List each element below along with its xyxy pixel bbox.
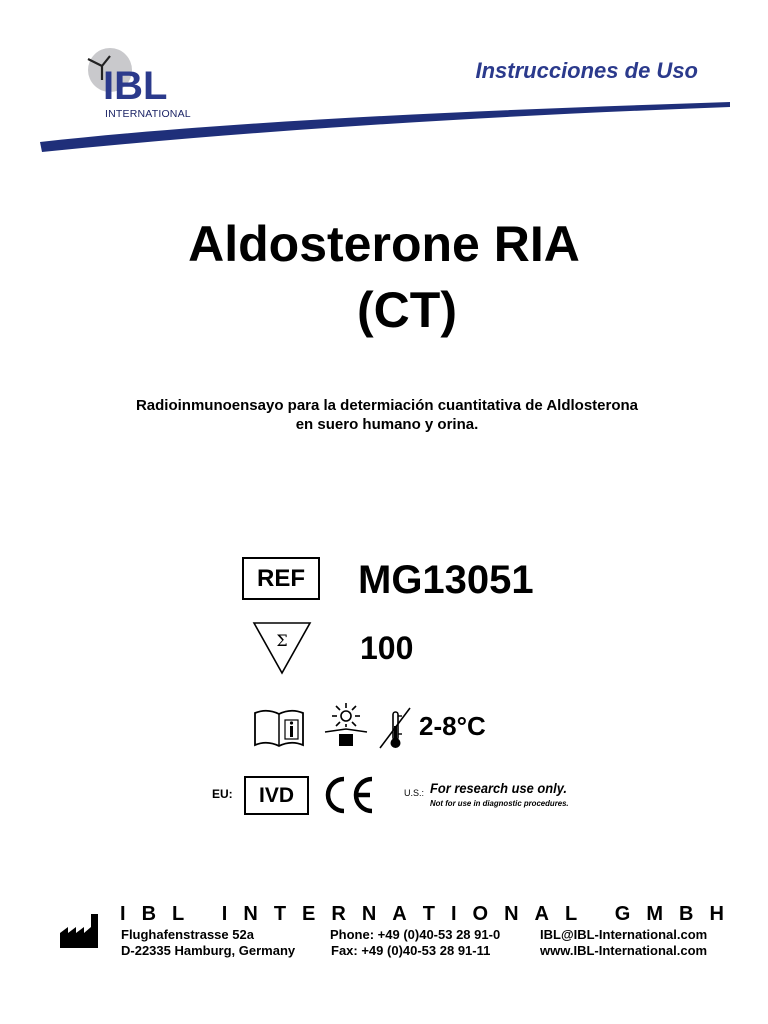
company-name-letter: H: [709, 903, 724, 925]
company-name-letter: [593, 903, 599, 926]
company-name-letter: N: [504, 903, 519, 925]
company-name: [120, 903, 724, 926]
company-name-letter: N: [243, 903, 258, 925]
phone-number: Phone: +49 (0)40-53 28 91-0: [330, 927, 501, 942]
ivd-symbol: IVD: [244, 776, 309, 815]
company-name-letter: B: [679, 903, 694, 925]
website-url: www.IBL-International.com: [540, 943, 708, 958]
us-label: U.S.:: [404, 788, 425, 798]
header-swoosh-divider: [38, 98, 732, 156]
logo-subtext: INTERNATIONAL: [105, 108, 191, 120]
research-use-notice: For research use only.: [430, 780, 567, 796]
manufacturer-factory-icon: [59, 911, 99, 949]
ce-mark-icon: [320, 774, 376, 816]
storage-temperature: 2-8°C: [419, 711, 486, 741]
company-name-letter: N: [361, 903, 377, 925]
company-name-letter: I: [120, 903, 126, 925]
company-name-letter: I: [221, 903, 228, 925]
company-name-letter: A: [392, 903, 407, 925]
company-name-letter: L: [172, 903, 185, 925]
fax-number: Fax: +49 (0)40-53 28 91-11: [331, 943, 491, 958]
sigma-icon: [252, 620, 312, 676]
email-address: IBL@IBL-International.com: [540, 927, 708, 942]
test-count: 100: [360, 630, 414, 666]
company-name-letter: I: [450, 903, 457, 925]
company-name-letter: R: [331, 903, 346, 925]
document-type-heading: Instrucciones de Uso: [475, 58, 698, 83]
ref-catalog-number: MG13051: [358, 558, 534, 602]
company-name-letter: A: [534, 903, 549, 925]
description-line-1: Radioinmunoensayo para la determiación cuantitativa de Aldlosterona: [135, 397, 639, 414]
product-title: Aldosterone RIA: [188, 216, 580, 272]
sigma-symbol: Σ: [276, 631, 288, 650]
company-name-letter: [200, 903, 206, 926]
keep-away-from-light-icon: [322, 702, 370, 748]
eu-label: EU:: [212, 787, 233, 801]
product-subtitle: (CT): [357, 282, 457, 338]
address-street: Flughafenstrasse 52a: [121, 927, 254, 942]
company-name-letter: L: [564, 903, 578, 925]
instructions-book-icon: [253, 708, 305, 748]
company-name-letter: B: [141, 903, 157, 925]
temperature-limit-icon: [376, 706, 412, 750]
product-description: [60, 396, 714, 434]
company-name-letter: O: [472, 903, 489, 925]
logo-wordmark: IBL: [103, 64, 168, 108]
company-name-letter: E: [302, 903, 316, 925]
diagnostic-disclaimer: Not for use in diagnostic procedures.: [430, 798, 569, 808]
ref-symbol: REF: [242, 557, 320, 600]
company-name-letter: T: [422, 903, 435, 925]
company-name-letter: G: [614, 903, 631, 925]
company-name-letter: M: [646, 903, 663, 925]
company-name-letter: T: [273, 903, 287, 925]
description-line-2: en suero humano y orina.: [295, 416, 479, 433]
address-city: D-22335 Hamburg, Germany: [121, 943, 296, 958]
